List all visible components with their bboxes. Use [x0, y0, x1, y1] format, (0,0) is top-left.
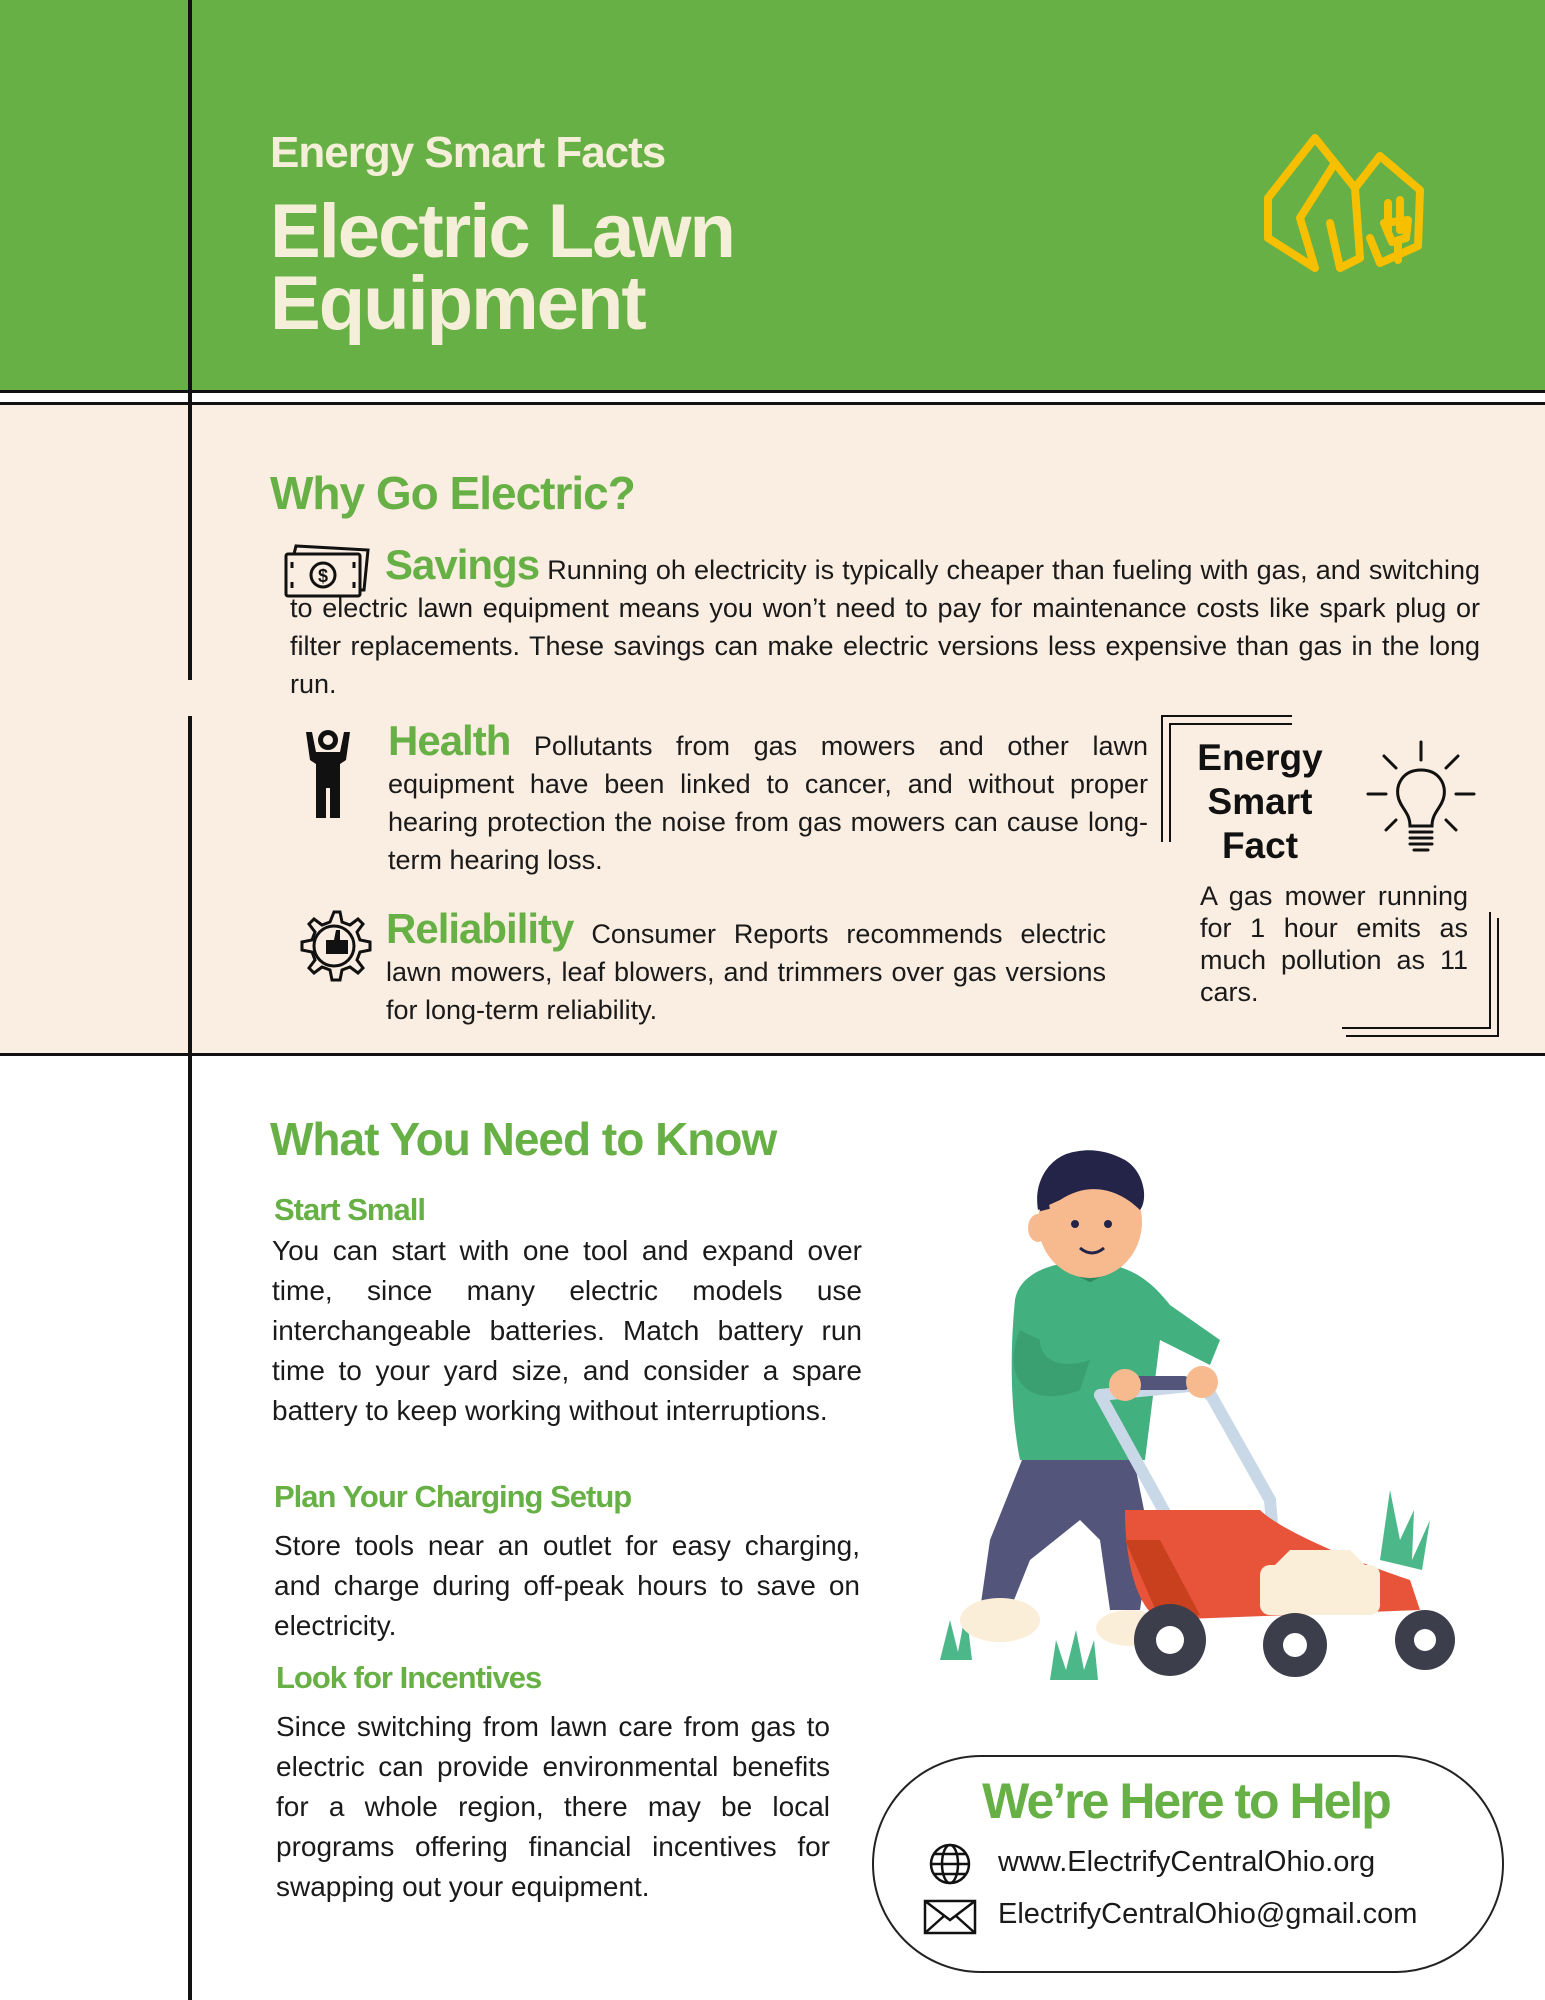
- health-title: Health: [388, 717, 511, 764]
- lightbulb-icon: [1366, 738, 1476, 858]
- vertical-rule-gap: [186, 680, 194, 716]
- charging-text: Store tools near an outlet for easy charging, and charge during off-peak hours to save on electricity.: [274, 1530, 860, 1641]
- savings-block: [290, 541, 1480, 703]
- know-heading: What You Need to Know: [270, 1113, 777, 1165]
- reliability-title: Reliability: [386, 905, 574, 952]
- svg-text:$: $: [317, 566, 329, 586]
- vertical-rule: [188, 0, 192, 2000]
- health-block: [388, 717, 1148, 879]
- gear-thumb-icon: [296, 908, 372, 984]
- incentives-title: Look for Incentives: [276, 1660, 542, 1695]
- kicker: Energy Smart Facts: [270, 128, 666, 177]
- divider: [0, 1053, 1545, 1056]
- start-small-text: You can start with one tool and expand over time, since many electric models use interchangeable batteries. Match battery run time to your yard size, and consider a spare battery to keep working without interruptions.: [272, 1235, 862, 1426]
- health-text: Pollutants from gas mowers and other lawn equipment have been linked to cancer, and without proper hearing protection the noise from gas mowers can cause long-term hearing loss.: [388, 731, 1148, 875]
- boy-mowing-illustration: [930, 1140, 1470, 1690]
- savings-text: Running oh electricity is typically cheaper than fueling with gas, and switching to electric lawn equipment means you won’t need to pay for maintenance costs like spark plug or filter replacements. These savings can make electric versions less expensive than gas in the long run.: [290, 555, 1480, 699]
- reliability-text: Consumer Reports recommends electric lawn mowers, leaf blowers, and trimmers over gas versions for long-term reliability.: [386, 919, 1106, 1025]
- envelope-icon: [922, 1898, 978, 1936]
- incentives-text: Since switching from lawn care from gas to electric can provide environmental benefits for a whole region, there may be local programs offering financial incentives for swapping out your equipment.: [276, 1711, 830, 1902]
- reliability-block: [386, 905, 1106, 1029]
- website-link[interactable]: www.ElectrifyCentralOhio.org: [998, 1846, 1376, 1878]
- page-title: Electric Lawn Equipment: [270, 189, 734, 346]
- start-small-title: Start Small: [274, 1192, 425, 1227]
- help-heading: We’re Here to Help: [982, 1773, 1390, 1829]
- person-icon: [300, 728, 356, 820]
- charging-title: Plan Your Charging Setup: [274, 1479, 632, 1514]
- house-plug-icon: [1260, 128, 1430, 278]
- fact-text: A gas mower running for 1 hour emits as much pollution as 11 cars.: [1200, 881, 1468, 1007]
- fact-title: Energy Smart Fact: [1197, 737, 1323, 866]
- globe-icon: [928, 1842, 972, 1886]
- divider: [0, 390, 1545, 393]
- email-link[interactable]: ElectrifyCentralOhio@gmail.com: [998, 1898, 1418, 1930]
- savings-title: Savings: [385, 541, 540, 588]
- why-heading: Why Go Electric?: [270, 467, 635, 519]
